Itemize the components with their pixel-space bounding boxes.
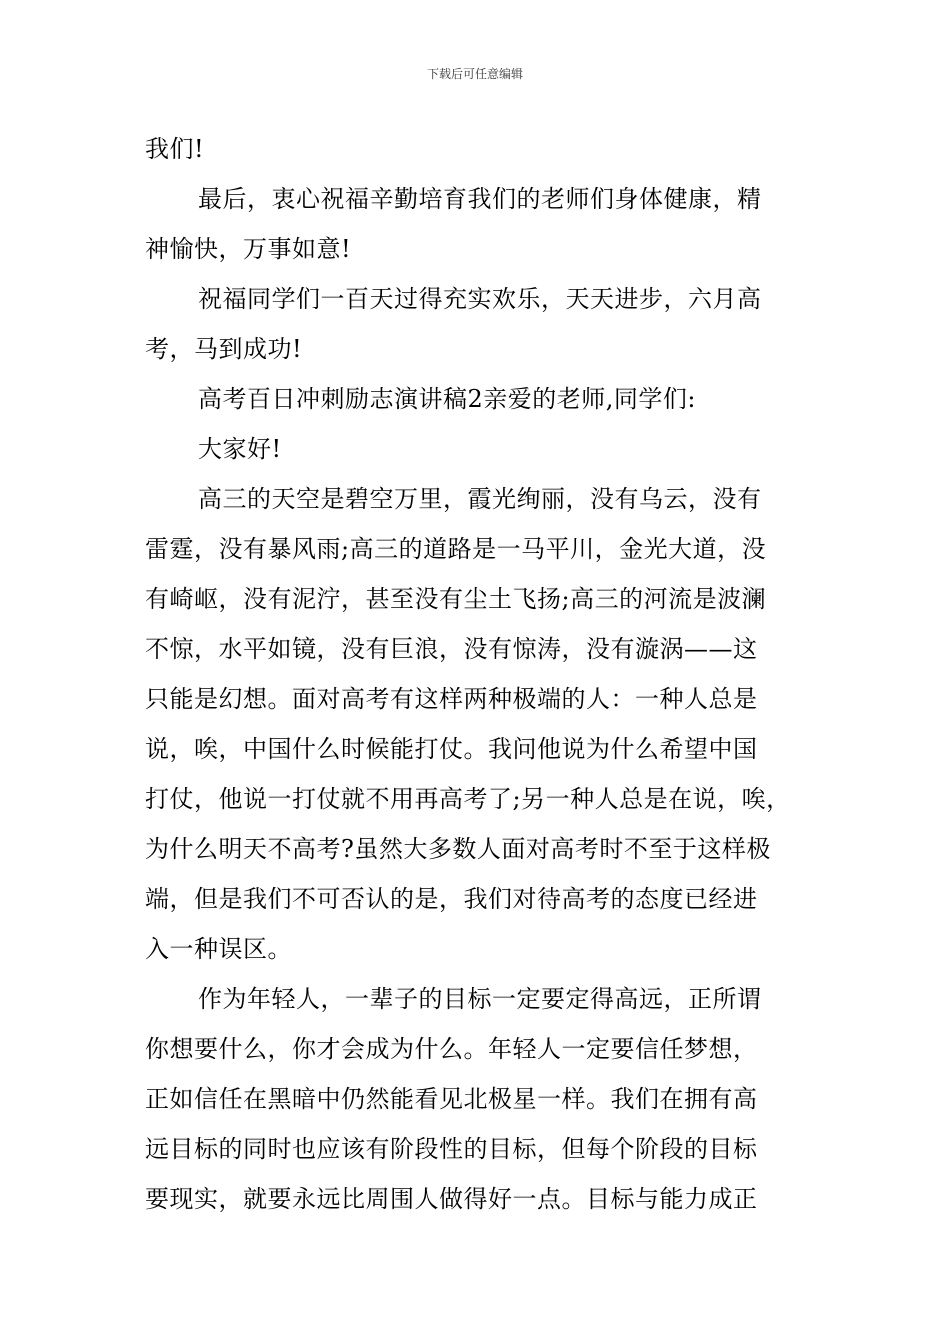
text-line: 高考百日冲刺励志演讲稿2亲爱的老师,同学们: — [198, 385, 696, 413]
text-line: 作为年轻人，一辈子的目标一定要定得高远，正所谓 — [198, 985, 762, 1013]
text-line: 只能是幻想。面对高考有这样两种极端的人：一种人总是 — [145, 685, 758, 713]
text-line: 打仗，他说一打仗就不用再高考了;另一种人总是在说，唉， — [145, 785, 791, 813]
text-line: 我们! — [145, 135, 205, 163]
text-line: 要现实，就要永远比周围人做得好一点。目标与能力成正 — [145, 1185, 758, 1213]
text-line: 端，但是我们不可否认的是，我们对待高考的态度已经进 — [145, 885, 758, 913]
text-line: 有崎岖，没有泥泞，甚至没有尘土飞扬;高三的河流是波澜 — [145, 585, 767, 613]
text-line: 远目标的同时也应该有阶段性的目标，但每个阶段的目标 — [145, 1135, 758, 1163]
text-line: 不惊，水平如镜，没有巨浪，没有惊涛，没有漩涡——这 — [145, 635, 758, 663]
text-line: 为什么明天不高考?虽然大多数人面对高考时不至于这样极 — [145, 835, 771, 863]
text-line: 祝福同学们一百天过得充实欢乐，天天进步，六月高 — [198, 285, 762, 313]
text-line: 高三的天空是碧空万里，霞光绚丽，没有乌云，没有 — [198, 485, 762, 513]
text-line: 你想要什么，你才会成为什么。年轻人一定要信任梦想， — [145, 1035, 758, 1063]
text-line: 神愉快，万事如意! — [145, 235, 352, 263]
text-line: 雷霆，没有暴风雨;高三的道路是一马平川，金光大道，没 — [145, 535, 767, 563]
text-line: 正如信任在黑暗中仍然能看见北极星一样。我们在拥有高 — [145, 1085, 758, 1113]
text-line: 说，唉，中国什么时候能打仗。我问他说为什么希望中国 — [145, 735, 758, 763]
page-header: 下载后可任意编辑 — [426, 67, 523, 81]
text-line: 最后，衷心祝福辛勤培育我们的老师们身体健康，精 — [198, 185, 762, 213]
text-line: 入一种误区。 — [145, 935, 292, 963]
text-line: 大家好! — [198, 435, 282, 463]
text-line: 考，马到成功! — [145, 335, 303, 363]
